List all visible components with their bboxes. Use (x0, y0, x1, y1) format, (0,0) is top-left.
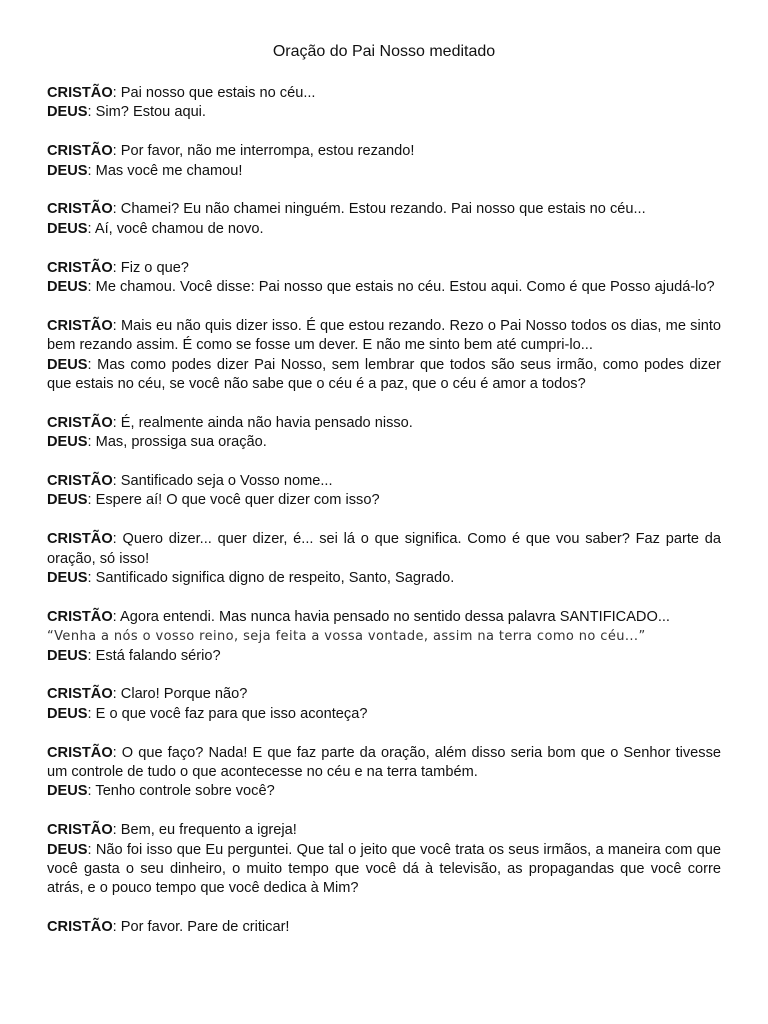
speaker-name: CRISTÃO (47, 414, 113, 431)
dialogue-exchange (47, 685, 721, 724)
speech-text: : Está falando sério? (87, 647, 221, 664)
prayer-quote: “Venha a nós o vosso reino, seja feita a vossa vontade, assim na terra como no céu...” (47, 629, 646, 645)
speaker-name: CRISTÃO (47, 608, 113, 625)
dialogue-line (47, 821, 721, 840)
speaker-name: DEUS (47, 492, 88, 509)
speaker-name: CRISTÃO (47, 259, 113, 276)
speech-text: : Mas, prossiga sua oração. (87, 434, 267, 451)
speaker-name: CRISTÃO (47, 822, 113, 839)
speaker-name: CRISTÃO (47, 143, 113, 160)
dialogue-line (47, 841, 721, 899)
dialogue-exchange (47, 918, 721, 937)
speaker-name: CRISTÃO (47, 85, 113, 101)
speech-text: : Tenho controle sobre você? (87, 783, 275, 800)
dialogue-exchange (47, 472, 721, 511)
speaker-name: CRISTÃO (47, 686, 113, 703)
speaker-name: CRISTÃO (47, 531, 113, 548)
dialogue-line (47, 103, 721, 122)
speaker-name: DEUS (47, 162, 88, 179)
dialogue-line (47, 569, 721, 588)
speech-text: : Espere aí! O que você quer dizer com isso? (87, 492, 380, 509)
dialogue-line (47, 491, 721, 510)
dialogue-line (47, 608, 721, 627)
speaker-name: CRISTÃO (47, 317, 113, 334)
speaker-name: DEUS (47, 647, 88, 664)
dialogue-exchange (47, 530, 721, 588)
speech-text: : Pai nosso que estais no céu... (112, 85, 316, 101)
speech-text: : Claro! Porque não? (112, 686, 248, 703)
dialogue-line (47, 84, 721, 103)
speaker-name: CRISTÃO (47, 201, 113, 218)
dialogue-exchange (47, 200, 721, 239)
dialogue-line (47, 317, 721, 356)
speech-text: : Não foi isso que Eu perguntei. Que tal o jeito que você trata os seus irmãos, a maneira com que você gasta o seu dinheiro, o muito tempo que você dá à televisão, as propagandas que você corre atrás, e o pouco tempo que você dedica à Mim? (47, 841, 721, 897)
dialogue-line (47, 782, 721, 801)
dialogue-line (47, 705, 721, 724)
speech-text: : Fiz o que? (112, 259, 189, 276)
speaker-name: DEUS (47, 841, 88, 858)
dialogue-line (47, 647, 721, 666)
speech-text: : E o que você faz para que isso aconteça? (87, 705, 368, 722)
dialogue-line (47, 685, 721, 704)
speech-text: : Santificado seja o Vosso nome... (112, 473, 333, 490)
dialogue-line (47, 162, 721, 181)
dialogue-exchange (47, 821, 721, 899)
document-title: Oração do Pai Nosso meditado (272, 43, 496, 60)
speaker-name: CRISTÃO (47, 473, 113, 490)
dialogue-exchange (47, 744, 721, 802)
speech-text: : Mais eu não quis dizer isso. É que estou rezando. Rezo o Pai Nosso todos os dias, me sinto bem rezando assim. É como se fosse um dever. E não me sinto bem até cumpri-lo... (47, 317, 721, 354)
speech-text: : Santificado significa digno de respeito, Santo, Sagrado. (87, 570, 455, 587)
speech-text: : Agora entendi. Mas nunca havia pensado no sentido dessa palavra SANTIFICADO... (112, 608, 670, 625)
speech-text: : Chamei? Eu não chamei ninguém. Estou rezando. Pai nosso que estais no céu... (112, 201, 646, 218)
dialogue-exchange (47, 259, 721, 298)
speech-text: : Por favor, não me interrompa, estou rezando! (112, 143, 415, 160)
speaker-name: CRISTÃO (47, 744, 113, 761)
speaker-name: DEUS (47, 705, 88, 722)
speaker-name: DEUS (47, 356, 88, 373)
dialogue-line (47, 142, 721, 161)
dialogue-line (47, 278, 721, 297)
speech-text: : Mas como podes dizer Pai Nosso, sem lembrar que todos são seus irmão, como podes dizer que estais no céu, se você não sabe que o céu é a paz, que o céu é amor a todos? (47, 356, 721, 393)
dialogue-exchange (47, 84, 721, 123)
dialogue-line (47, 220, 721, 239)
speech-text: : Bem, eu frequento a igreja! (112, 822, 297, 839)
speaker-name: CRISTÃO (47, 919, 113, 936)
speaker-name: DEUS (47, 570, 88, 587)
dialogue-line (47, 433, 721, 452)
dialogue-line (47, 414, 721, 433)
speech-text: : Quero dizer... quer dizer, é... sei lá o que significa. Como é que vou saber? Faz parte da oração, só isso! (47, 531, 721, 567)
dialogue-exchange (47, 414, 721, 453)
speech-text: : Me chamou. Você disse: Pai nosso que estais no céu. Estou aqui. Como é que Posso ajudá-lo? (87, 279, 715, 296)
speech-text: : Por favor. Pare de criticar! (112, 919, 290, 936)
dialogue-exchange (47, 317, 721, 395)
dialogue-body (47, 84, 721, 957)
dialogue-line (47, 744, 721, 783)
speech-text: : É, realmente ainda não havia pensado nisso. (112, 414, 413, 431)
dialogue-exchange (47, 608, 721, 666)
speaker-name: DEUS (47, 279, 88, 296)
speech-text: : Aí, você chamou de novo. (87, 220, 264, 237)
speech-text: : Sim? Estou aqui. (87, 104, 206, 121)
dialogue-line (47, 472, 721, 491)
speaker-name: DEUS (47, 220, 88, 237)
dialogue-line (47, 200, 721, 219)
dialogue-line (47, 259, 721, 278)
dialogue-exchange (47, 142, 721, 181)
dialogue-line (47, 918, 721, 937)
speaker-name: DEUS (47, 783, 88, 800)
speaker-name: DEUS (47, 104, 88, 121)
speech-text: : O que faço? Nada! E que faz parte da oração, além disso seria bom que o Senhor tivesse um controle de tudo o que acontecesse no céu e na terra também. (47, 744, 721, 781)
speaker-name: DEUS (47, 434, 88, 451)
speech-text: : Mas você me chamou! (87, 162, 243, 179)
dialogue-line (47, 356, 721, 395)
dialogue-line (47, 530, 721, 569)
